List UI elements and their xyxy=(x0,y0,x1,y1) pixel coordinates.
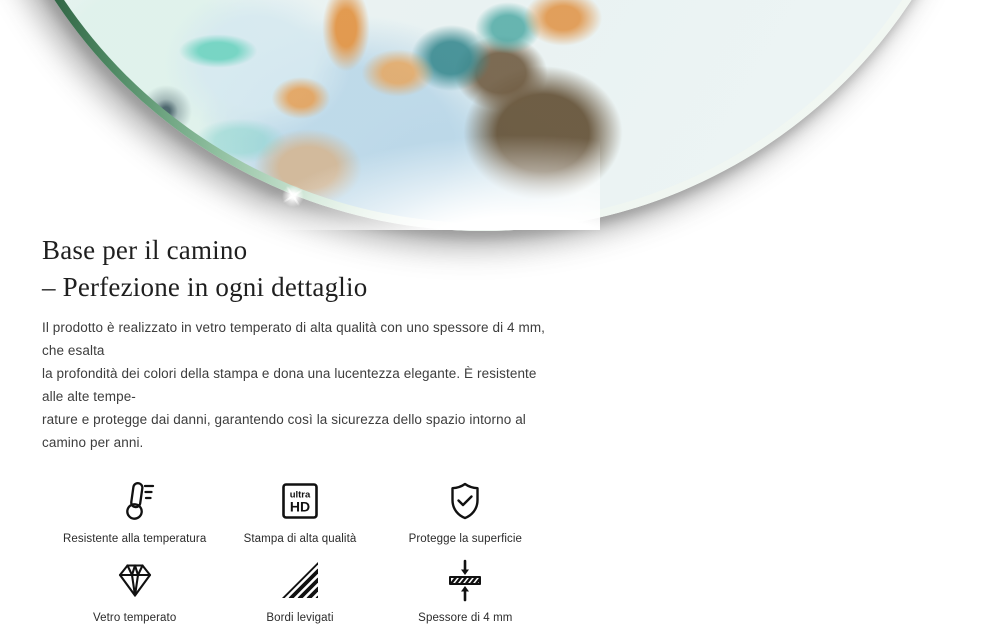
feature-tempered-glass xyxy=(52,557,217,624)
page-title xyxy=(42,232,558,306)
page-title-line1: Base per il camino xyxy=(42,235,248,265)
glass-panel xyxy=(0,0,996,231)
ultra-hd-icon xyxy=(279,478,321,524)
description-line: la profondità dei colori della stampa e dona una lucentezza elegante. È resistente alle alte tempe- xyxy=(42,366,537,404)
svg-text:HD: HD xyxy=(289,498,311,515)
shield-check-icon xyxy=(443,478,487,524)
product-hero-image xyxy=(0,0,600,230)
feature-thickness xyxy=(383,557,548,624)
feature-label: Stampa di alta qualità xyxy=(243,533,357,545)
thermometer-icon xyxy=(112,478,158,524)
feature-label: Vetro temperato xyxy=(93,612,177,624)
page-title-line2: – Perfezione in ogni dettaglio xyxy=(42,272,368,302)
feature-label: Resistente alla temperatura xyxy=(63,533,207,545)
description-line: Il prodotto è realizzato in vetro temperato di alta qualità con uno spessore di 4 mm, che esalta xyxy=(42,320,546,358)
feature-polished-edges xyxy=(217,557,382,624)
feature-grid xyxy=(52,478,548,624)
feature-temperature xyxy=(52,478,217,545)
description-line: rature e protegge dai danni, garantendo così la sicurezza dello spazio intorno al camino per anni. xyxy=(42,412,526,450)
feature-surface-protection xyxy=(383,478,548,545)
product-description xyxy=(42,316,558,454)
feature-print-quality xyxy=(217,478,382,545)
feature-label: Bordi levigati xyxy=(266,612,334,624)
diamond-icon xyxy=(112,557,158,603)
feature-label: Spessore di 4 mm xyxy=(418,612,513,624)
feature-label: Protegge la superficie xyxy=(408,533,523,545)
abstract-artwork xyxy=(0,0,988,223)
thickness-icon xyxy=(443,557,487,603)
svg-text:ultra: ultra xyxy=(289,489,311,501)
polished-edges-icon xyxy=(278,557,322,603)
content-section xyxy=(0,232,600,624)
